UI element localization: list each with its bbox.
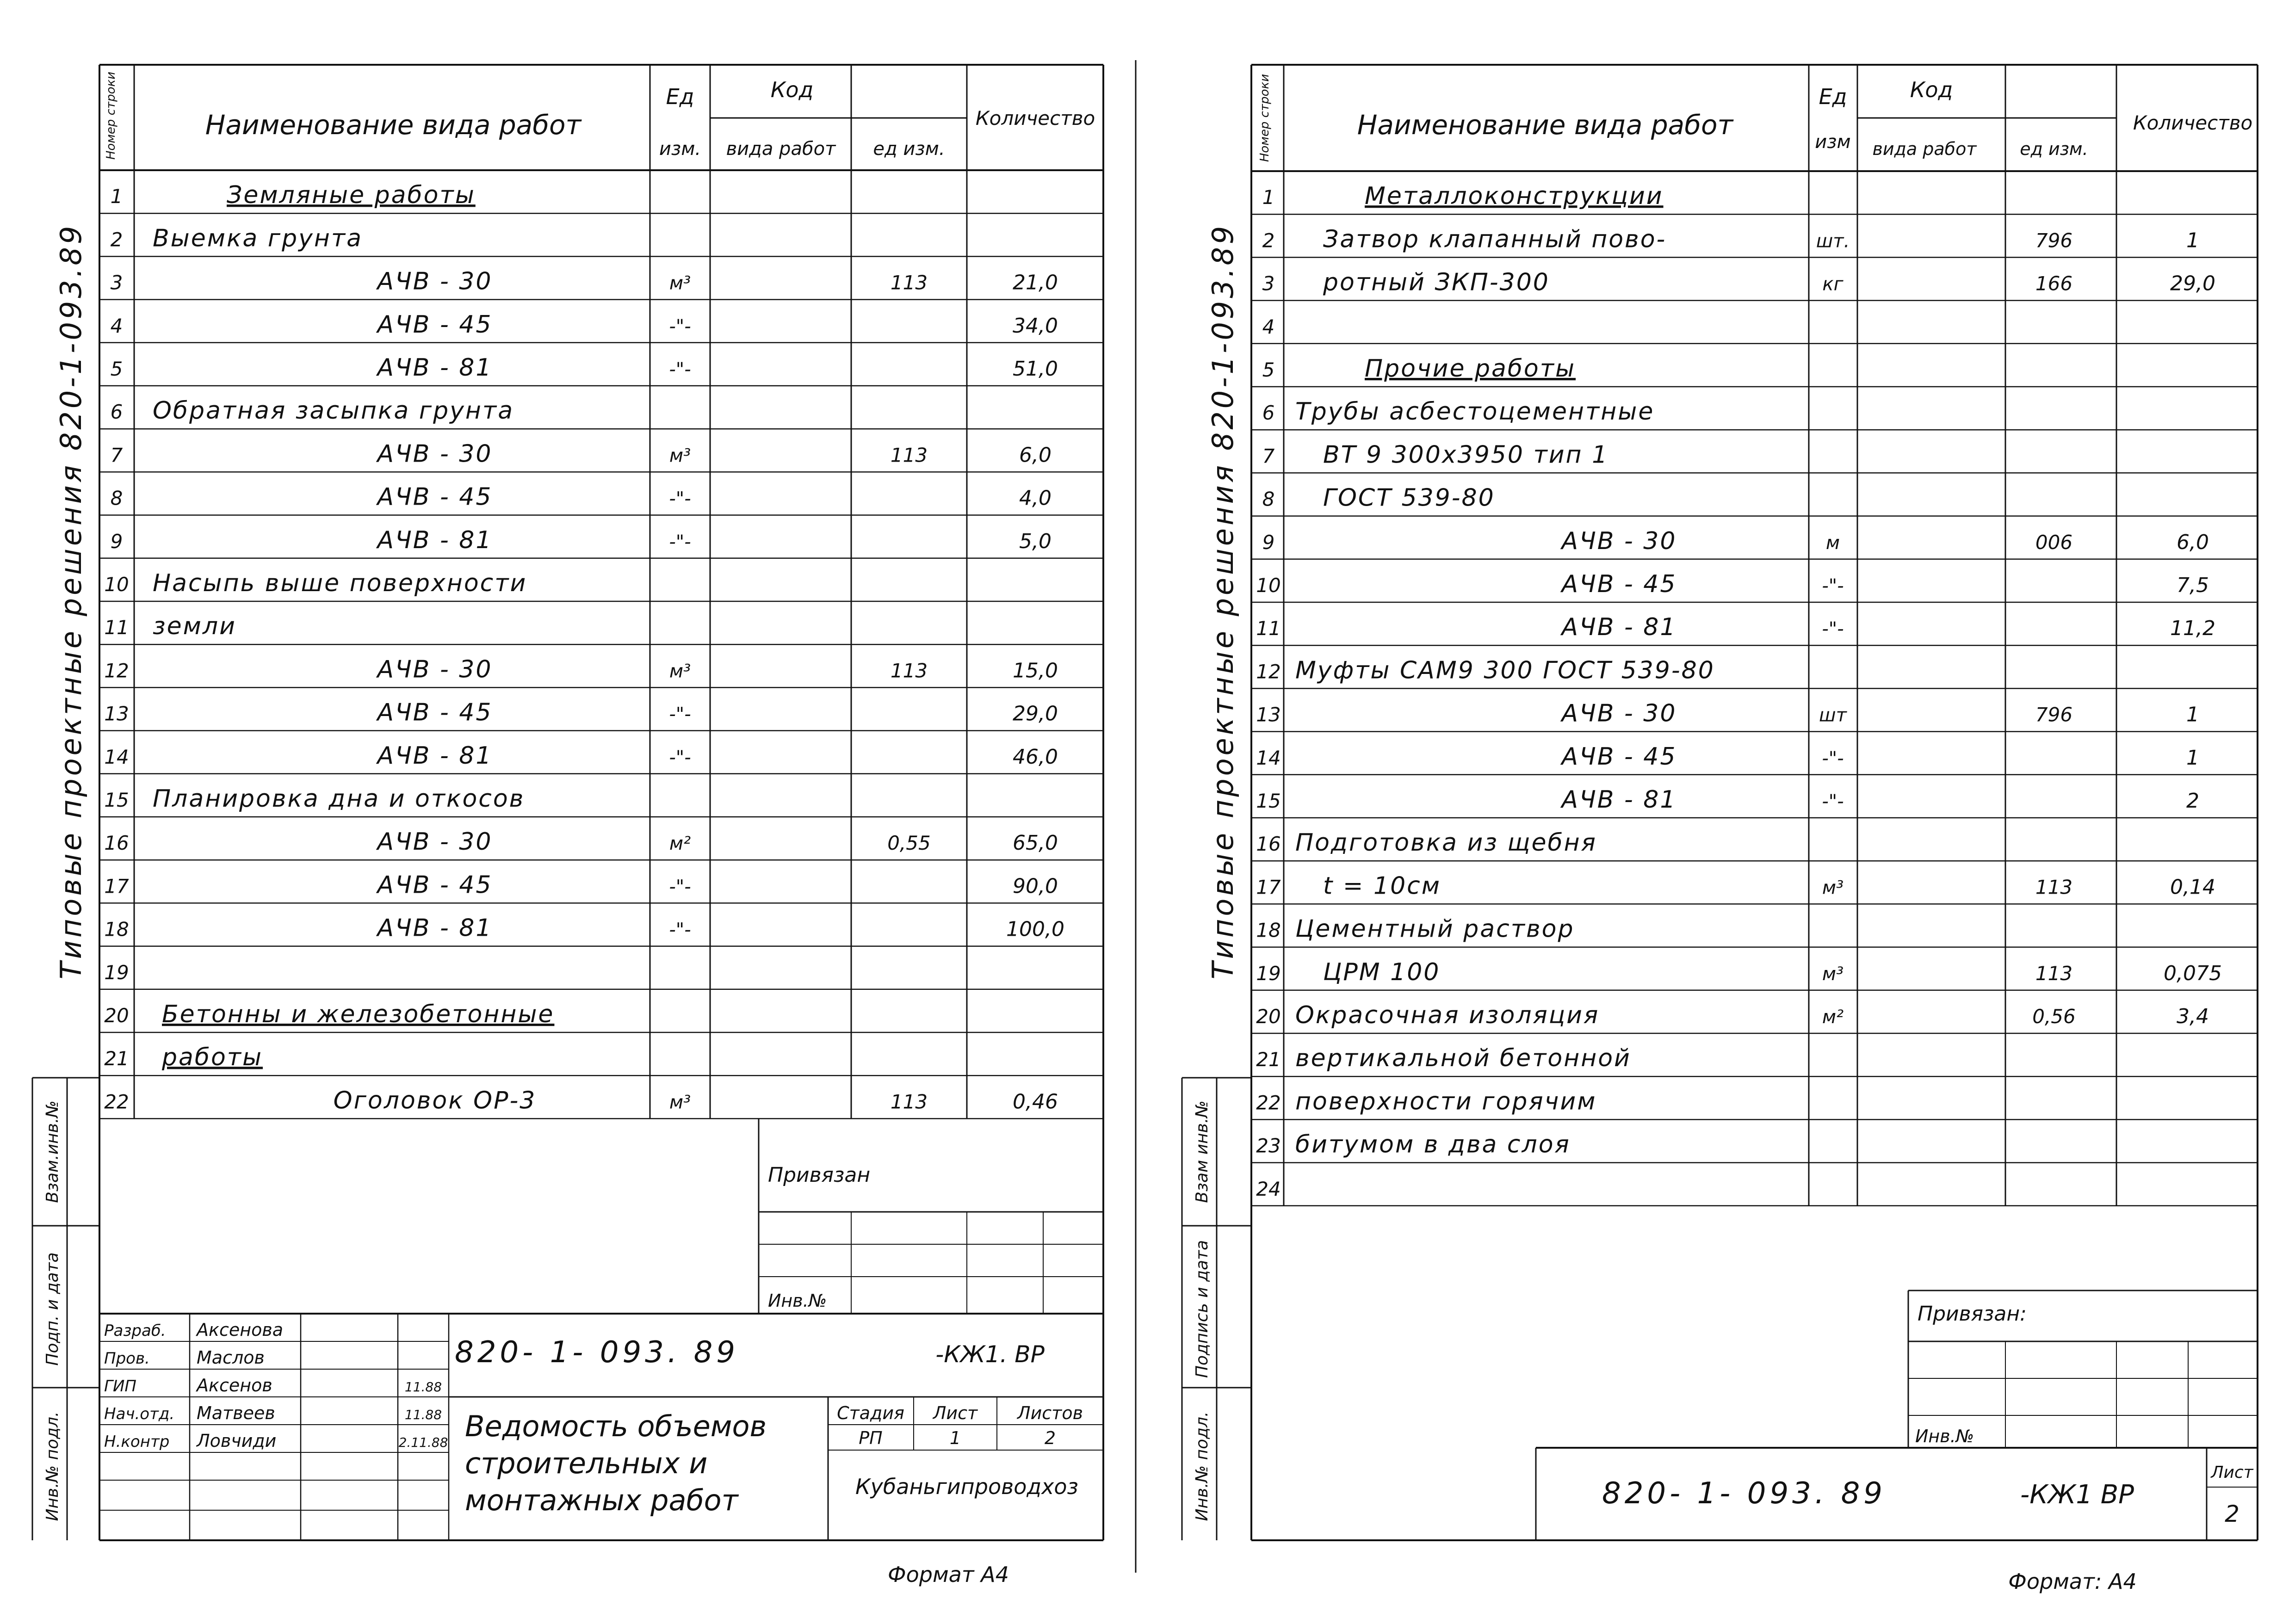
- row-unit: шт: [1819, 704, 1847, 726]
- header-unit-2: изм.: [659, 138, 701, 160]
- row-name: АЧВ - 45: [1561, 742, 1677, 771]
- row-unit: шт.: [1816, 230, 1850, 252]
- row-name: ГОСТ 539-80: [1323, 484, 1495, 512]
- row-unit: м³: [669, 445, 691, 467]
- row-unit: -"-: [669, 359, 691, 380]
- tb-date: 11.88: [404, 1379, 442, 1395]
- tb-stage: РП: [859, 1428, 883, 1448]
- tb-sheet: 2: [2225, 1501, 2239, 1527]
- row-name: Земляные работы: [227, 181, 476, 210]
- header-code: Код: [770, 77, 814, 102]
- format-label: Формат А4: [888, 1562, 1009, 1587]
- row-number: 16: [1256, 833, 1281, 856]
- row-unit: м³: [669, 661, 691, 682]
- row-number: 20: [104, 1004, 129, 1027]
- row-qty: 0,14: [2170, 875, 2215, 899]
- tb-title-2: строительных и: [465, 1446, 708, 1480]
- row-code-unit: 113: [890, 1090, 928, 1113]
- header-code-work: вида работ: [1872, 139, 1977, 159]
- stamp-vzam-inv: Взам инв.№: [1193, 1100, 1212, 1203]
- row-qty: 6,0: [2177, 530, 2209, 554]
- stamp-vzam-inv: Взам.инв.№: [43, 1100, 62, 1203]
- row-qty: 15,0: [1013, 659, 1058, 683]
- tb-org: Кубаньгипроводхоз: [855, 1474, 1078, 1499]
- tb-code: 820- 1- 093. 89: [454, 1335, 739, 1370]
- row-name: Металлоконструкции: [1365, 182, 1664, 210]
- row-number: 7: [110, 444, 123, 467]
- header-unit-2: изм: [1815, 131, 1851, 153]
- row-number: 11: [1256, 617, 1281, 640]
- tb-name: Аксенова: [197, 1320, 283, 1340]
- row-qty: 29,0: [1013, 702, 1058, 726]
- row-number: 4: [110, 314, 123, 337]
- row-number: 19: [1256, 962, 1281, 985]
- row-qty: 11,2: [2170, 617, 2215, 641]
- row-qty: 65,0: [1013, 831, 1058, 855]
- row-qty: 1: [2186, 746, 2199, 770]
- stamp-podp-data: Подп. и дата: [43, 1252, 62, 1366]
- row-qty: 4,0: [1019, 486, 1052, 510]
- tb-sheet-label: Лист: [933, 1403, 978, 1423]
- row-name: ротный ЗКП-300: [1323, 268, 1550, 296]
- row-number: 9: [1262, 531, 1275, 554]
- row-name: АЧВ - 81: [377, 914, 493, 942]
- row-unit: м: [1825, 532, 1840, 554]
- row-code-unit: 0,55: [887, 832, 931, 855]
- row-unit: м³: [1822, 963, 1844, 985]
- tb-name: Маслов: [197, 1347, 265, 1368]
- row-number: 19: [104, 961, 129, 984]
- tb-role: Пров.: [104, 1349, 150, 1368]
- tb-role: ГИП: [104, 1377, 136, 1396]
- row-name: Муфты САМ9 300 ГОСТ 539-80: [1295, 656, 1715, 685]
- row-unit: м²: [669, 833, 691, 855]
- row-number: 3: [110, 271, 123, 294]
- header-code-unit: ед изм.: [873, 138, 945, 160]
- row-name: вертикальной бетонной: [1295, 1044, 1631, 1073]
- tb-mark: -КЖ1 ВР: [2020, 1480, 2134, 1510]
- row-unit: -"-: [1822, 575, 1844, 597]
- row-name: Насыпь выше поверхности: [153, 569, 527, 597]
- header-code: Код: [1910, 77, 1953, 102]
- row-number: 21: [1256, 1048, 1281, 1071]
- row-code-unit: 113: [2035, 962, 2073, 985]
- tb-role: Разраб.: [104, 1321, 166, 1340]
- row-number: 12: [104, 659, 129, 682]
- row-name: Окрасочная изоляция: [1295, 1001, 1600, 1029]
- tb-role: Н.контр: [104, 1433, 170, 1451]
- header-qty: Количество: [975, 107, 1095, 130]
- row-name: АЧВ - 45: [377, 483, 493, 511]
- row-qty: 90,0: [1013, 874, 1058, 898]
- row-unit: -"-: [669, 531, 691, 553]
- row-code-unit: 0,56: [2032, 1005, 2076, 1028]
- privyazan-label: Привязан: [768, 1163, 871, 1187]
- inv-label: Инв.№: [1915, 1426, 1974, 1446]
- row-number: 17: [1256, 876, 1281, 899]
- tb-sheets-label: Листов: [1017, 1403, 1083, 1423]
- row-number: 4: [1262, 315, 1275, 338]
- row-number: 21: [104, 1047, 129, 1070]
- row-name: ЦРМ 100: [1323, 958, 1441, 986]
- row-number: 12: [1256, 660, 1281, 683]
- row-name: АЧВ - 81: [1561, 786, 1677, 814]
- row-name: АЧВ - 45: [377, 698, 493, 727]
- row-name: Прочие работы: [1365, 355, 1576, 383]
- row-number: 1: [110, 185, 123, 208]
- row-qty: 0,075: [2164, 961, 2222, 985]
- row-number: 5: [1262, 358, 1275, 381]
- header-unit: Ед: [666, 84, 694, 109]
- row-code-unit: 113: [890, 659, 928, 682]
- stamp-inv-podl: Инв.№ подл.: [1193, 1411, 1212, 1521]
- row-name: Обратная засыпка грунта: [153, 397, 514, 425]
- row-number: 9: [110, 530, 123, 553]
- row-unit: -"-: [1822, 618, 1844, 640]
- side-code: Типовые проектные решения 820-1-093.89: [54, 223, 88, 980]
- tb-sheet: 1: [949, 1428, 961, 1448]
- row-name: Подготовка из щебня: [1295, 829, 1597, 857]
- row-number: 20: [1256, 1005, 1281, 1028]
- header-name: Наименование вида работ: [1357, 109, 1733, 141]
- tb-stage-label: Стадия: [837, 1403, 904, 1423]
- row-unit: м²: [1822, 1007, 1844, 1028]
- row-qty: 6,0: [1019, 443, 1052, 467]
- row-unit: -"-: [669, 704, 691, 725]
- row-name: АЧВ - 30: [377, 267, 493, 296]
- row-number: 1: [1262, 186, 1275, 209]
- row-name: АЧВ - 45: [377, 871, 493, 899]
- header-code-unit: ед изм.: [2020, 139, 2088, 159]
- row-qty: 5,0: [1019, 529, 1052, 553]
- row-unit: -"-: [669, 488, 691, 510]
- row-qty: 34,0: [1013, 314, 1058, 338]
- row-number: 17: [104, 875, 129, 898]
- tb-name: Аксенов: [197, 1375, 272, 1396]
- row-number: 15: [1256, 790, 1281, 812]
- header-unit: Ед: [1819, 84, 1847, 109]
- row-unit: -"-: [1822, 791, 1844, 812]
- row-number: 10: [1256, 574, 1281, 597]
- row-name: АЧВ - 81: [377, 741, 493, 770]
- header-code-work: вида работ: [726, 138, 836, 160]
- row-number: 13: [104, 702, 129, 725]
- row-name: АЧВ - 81: [1561, 613, 1677, 642]
- tb-date: 11.88: [404, 1407, 442, 1422]
- row-number: 2: [110, 228, 123, 251]
- row-number: 11: [104, 616, 129, 639]
- row-number: 18: [1256, 919, 1281, 942]
- row-name: АЧВ - 30: [1561, 699, 1677, 728]
- row-name: Бетонны и железобетонные: [162, 1000, 555, 1028]
- row-qty: 100,0: [1006, 917, 1064, 941]
- row-qty: 21,0: [1013, 271, 1058, 295]
- row-number: 5: [110, 358, 123, 380]
- row-code-unit: 113: [890, 271, 928, 294]
- row-qty: 7,5: [2177, 574, 2209, 597]
- row-number: 16: [104, 832, 129, 855]
- row-unit: м³: [669, 272, 691, 294]
- row-number: 13: [1256, 703, 1281, 726]
- row-number: 23: [1256, 1134, 1281, 1157]
- row-qty: 29,0: [2170, 272, 2215, 296]
- side-code: Типовые проектные решения 820-1-093.89: [1206, 223, 1240, 980]
- row-code-unit: 113: [2035, 876, 2073, 899]
- tb-name: Матвеев: [197, 1403, 275, 1423]
- row-name: АЧВ - 30: [377, 655, 493, 684]
- format-label: Формат: А4: [2008, 1569, 2137, 1594]
- row-number: 15: [104, 789, 129, 811]
- tb-sheet-label: Лист: [2211, 1463, 2253, 1482]
- row-number: 2: [1262, 229, 1275, 252]
- row-number: 8: [110, 487, 123, 510]
- row-name: Цементный раствор: [1295, 915, 1575, 943]
- row-unit: -"-: [669, 315, 691, 337]
- row-number: 14: [1256, 746, 1281, 769]
- row-name: АЧВ - 30: [377, 828, 493, 856]
- row-name: t = 10см: [1323, 872, 1441, 900]
- row-unit: -"-: [669, 747, 691, 768]
- row-code-unit: 006: [2035, 531, 2073, 554]
- row-unit: кг: [1822, 273, 1843, 295]
- row-number: 18: [104, 918, 129, 941]
- inv-label: Инв.№: [768, 1291, 827, 1311]
- row-number: 7: [1262, 445, 1275, 468]
- header-name: Наименование вида работ: [205, 109, 581, 141]
- row-code-unit: 796: [2035, 229, 2073, 252]
- row-qty: 51,0: [1013, 357, 1058, 381]
- row-name: Затвор клапанный пово-: [1323, 225, 1667, 253]
- stamp-inv-podl: Инв.№ подл.: [43, 1411, 62, 1521]
- tb-date: 2.11.88: [398, 1435, 448, 1450]
- privyazan-label: Привязан:: [1918, 1302, 2027, 1326]
- row-number: 22: [104, 1090, 129, 1113]
- row-name: поверхности горячим: [1295, 1087, 1597, 1116]
- tb-sheets: 2: [1044, 1428, 1056, 1448]
- row-name: битумом в два слоя: [1295, 1130, 1571, 1159]
- row-name: АЧВ - 45: [377, 310, 493, 339]
- row-name: ВТ 9 300х3950 тип 1: [1323, 441, 1609, 469]
- tb-code: 820- 1- 093. 89: [1602, 1476, 1887, 1511]
- row-name: Выемка грунта: [153, 224, 363, 253]
- row-number: 24: [1256, 1177, 1281, 1200]
- row-name: земли: [153, 612, 236, 641]
- row-name: Планировка дна и откосов: [153, 785, 525, 813]
- row-qty: 46,0: [1013, 745, 1058, 769]
- row-qty: 1: [2186, 703, 2199, 727]
- row-name: АЧВ - 81: [377, 526, 493, 554]
- tb-mark: -КЖ1. ВР: [935, 1341, 1045, 1368]
- row-qty: 0,46: [1013, 1090, 1058, 1114]
- row-number: 14: [104, 745, 129, 768]
- header-qty: Количество: [2133, 111, 2253, 134]
- row-name: АЧВ - 45: [1561, 570, 1677, 598]
- tb-role: Нач.отд.: [104, 1405, 175, 1423]
- row-code-unit: 796: [2035, 703, 2073, 726]
- row-number: 8: [1262, 488, 1275, 511]
- row-code-unit: 166: [2035, 272, 2073, 295]
- stamp-podp-data: Подпись и дата: [1193, 1240, 1212, 1378]
- header-row-no: Номер строки: [104, 71, 118, 160]
- header-row-no: Номер строки: [1258, 74, 1272, 162]
- row-unit: -"-: [1822, 747, 1844, 769]
- row-name: работы: [162, 1044, 263, 1072]
- tb-name: Ловчиди: [197, 1431, 277, 1451]
- row-name: АЧВ - 30: [1561, 527, 1677, 555]
- row-unit: м³: [669, 1092, 691, 1113]
- row-qty: 1: [2186, 228, 2199, 253]
- row-qty: 2: [2186, 789, 2199, 813]
- row-number: 6: [1262, 401, 1275, 425]
- row-unit: -"-: [669, 919, 691, 941]
- row-unit: м³: [1822, 877, 1844, 899]
- row-unit: -"-: [669, 876, 691, 898]
- row-qty: 3,4: [2177, 1005, 2209, 1028]
- row-name: АЧВ - 30: [377, 440, 493, 468]
- tb-title-3: монтажных работ: [465, 1483, 738, 1517]
- row-name: Оголовок ОР-3: [333, 1087, 537, 1115]
- row-number: 6: [110, 401, 123, 424]
- row-name: Трубы асбестоцементные: [1295, 398, 1655, 426]
- row-name: АЧВ - 81: [377, 354, 493, 382]
- row-number: 3: [1262, 272, 1275, 295]
- row-number: 22: [1256, 1091, 1281, 1114]
- row-number: 10: [104, 573, 129, 596]
- tb-title-1: Ведомость объемов: [465, 1409, 767, 1443]
- row-code-unit: 113: [890, 444, 928, 467]
